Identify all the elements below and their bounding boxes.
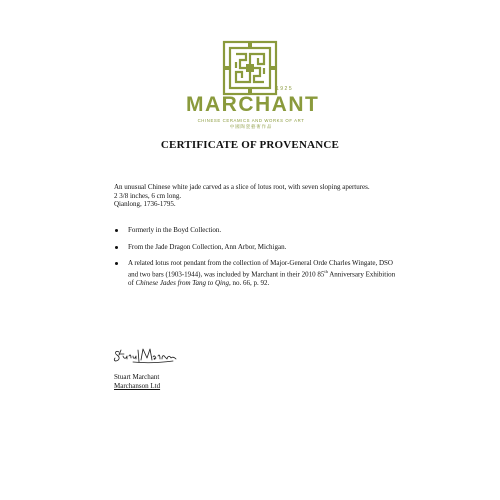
handwritten-signature xyxy=(113,346,179,366)
fretwork-lattice-icon xyxy=(222,40,278,96)
ordinal-suffix: th xyxy=(324,268,328,274)
signer-name: Stuart Marchant xyxy=(114,373,160,381)
object-description xyxy=(114,183,398,209)
brand-tagline: CHINESE CERAMICS AND WORKS OF ART xyxy=(197,118,305,123)
brand-name: MARCHANT xyxy=(186,93,320,116)
provenance-item: Formerly in the Boyd Collection. xyxy=(114,226,400,235)
provenance-item xyxy=(114,259,400,287)
provenance-text: , no. 66, p. 92. xyxy=(229,278,270,287)
provenance-text: A related lotus root pendant from the collection of Major-General Orde Charles Wingate, DSO and two bars (1903-1944), was included by Marchant in their 2010 85 xyxy=(128,259,393,279)
exhibition-title: Chinese Jades from Tang to Qing xyxy=(135,278,229,287)
certificate-title: CERTIFICATE OF PROVENANCE xyxy=(160,139,340,151)
provenance-item: From the Jade Dragon Collection, Ann Arbor, Michigan. xyxy=(114,243,400,252)
description-line: An unusual Chinese white jade carved as a slice of lotus root, with seven sloping apertures. xyxy=(114,183,370,191)
provenance-text: Anniversary Exhibition of xyxy=(128,270,396,287)
brand-chinese-name: 中國陶瓷藝術作品 xyxy=(229,125,273,130)
signer-block xyxy=(114,373,160,390)
signer-company: Marchanson Ltd xyxy=(114,381,161,390)
brand-year: 1925 xyxy=(276,86,294,92)
provenance-list xyxy=(114,226,400,295)
period-line: Qianlong, 1736-1795. xyxy=(114,200,176,209)
dimensions-line: 2 3/8 inches, 6 cm long. xyxy=(114,191,182,200)
